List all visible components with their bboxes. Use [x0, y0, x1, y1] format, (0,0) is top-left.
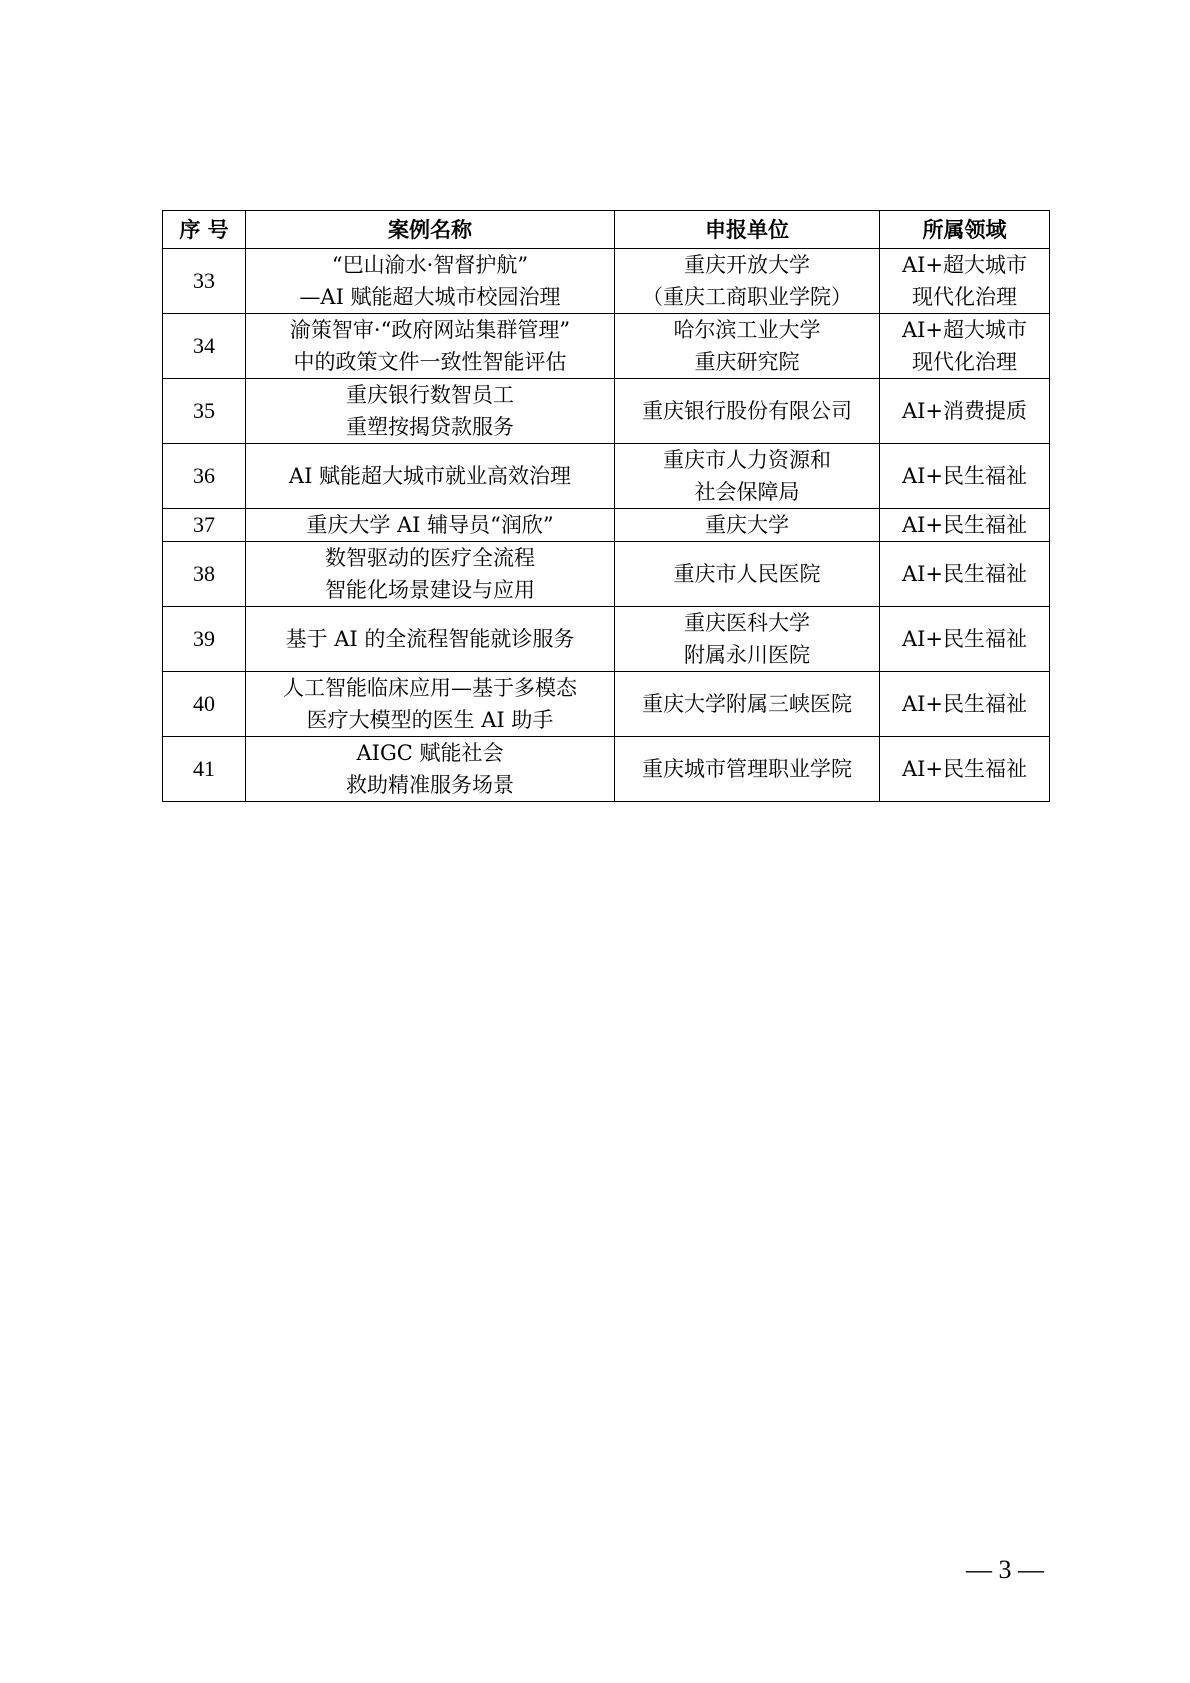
- cell-case-name-line: “巴山渝水·智督护航”: [331, 253, 529, 277]
- table-row: [163, 737, 1050, 802]
- cell-case-name: [246, 314, 615, 379]
- cell-case-name: [246, 444, 615, 509]
- cell-case-name: [246, 607, 615, 672]
- cell-field-line: 现代化治理: [912, 350, 1017, 374]
- cell-case-name-line: 救助精准服务场景: [346, 773, 514, 797]
- cell-field: [880, 737, 1050, 802]
- cell-applicant-unit: [615, 379, 880, 444]
- cell-field-line: AI+民生福祉: [901, 513, 1028, 537]
- cell-case-name: [246, 509, 615, 542]
- cell-applicant-unit-line: 哈尔滨工业大学: [673, 318, 821, 342]
- cell-case-name-line: 重塑按揭贷款服务: [346, 415, 514, 439]
- cell-field-line: AI+超大城市: [901, 318, 1028, 342]
- cell-case-name-line: AI 赋能超大城市就业高效治理: [288, 464, 572, 488]
- header-field: 所属领域: [880, 211, 1050, 249]
- cell-case-name-line: 医疗大模型的医生 AI 助手: [306, 708, 554, 732]
- cell-case-name-line: AIGC 赋能社会: [356, 741, 504, 765]
- cell-field: [880, 314, 1050, 379]
- cell-case-name-line: 数智驱动的医疗全流程: [325, 546, 535, 570]
- cell-serial-number: 37: [163, 509, 246, 542]
- cell-field: [880, 607, 1050, 672]
- cell-serial-number: 35: [163, 379, 246, 444]
- cell-field-line: AI+消费提质: [901, 399, 1028, 423]
- table-row: [163, 509, 1050, 542]
- cell-applicant-unit: [615, 672, 880, 737]
- cell-applicant-unit-line: 重庆城市管理职业学院: [642, 757, 852, 781]
- cell-field-line: AI+民生福祉: [901, 757, 1028, 781]
- cell-applicant-unit: [615, 509, 880, 542]
- cell-field-line: AI+民生福祉: [901, 627, 1028, 651]
- cell-serial-number: 34: [163, 314, 246, 379]
- cell-applicant-unit-line: 重庆银行股份有限公司: [642, 399, 852, 423]
- table-row: [163, 542, 1050, 607]
- cases-table: [162, 210, 1050, 802]
- page-number: — 3 —: [966, 1555, 1044, 1584]
- cell-serial-number: 36: [163, 444, 246, 509]
- cell-case-name-line: 渝策智审·“政府网站集群管理”: [289, 318, 571, 342]
- table-row: [163, 379, 1050, 444]
- cell-applicant-unit-line: 社会保障局: [694, 480, 800, 504]
- table-row: [163, 249, 1050, 314]
- cell-case-name: [246, 737, 615, 802]
- header-case-name: 案例名称: [246, 211, 615, 249]
- cell-field-line: AI+民生福祉: [901, 562, 1028, 586]
- table-body: [163, 249, 1050, 802]
- cell-case-name: [246, 249, 615, 314]
- cell-applicant-unit-line: 附属永川医院: [684, 643, 810, 667]
- cell-applicant-unit: [615, 249, 880, 314]
- cell-case-name: [246, 379, 615, 444]
- cell-field: [880, 509, 1050, 542]
- cell-applicant-unit: [615, 542, 880, 607]
- table-row: [163, 444, 1050, 509]
- cell-applicant-unit: [615, 607, 880, 672]
- cell-case-name: [246, 672, 615, 737]
- cell-serial-number: 38: [163, 542, 246, 607]
- cell-field-line: AI+超大城市: [901, 253, 1028, 277]
- cell-case-name: [246, 542, 615, 607]
- cell-case-name-line: 基于 AI 的全流程智能就诊服务: [285, 627, 575, 651]
- cell-applicant-unit-line: 重庆医科大学: [684, 611, 810, 635]
- cell-field: [880, 249, 1050, 314]
- header-serial-number: 序 号: [163, 211, 246, 249]
- cell-field-line: AI+民生福祉: [901, 464, 1028, 488]
- cell-case-name-line: 中的政策文件一致性智能评估: [293, 350, 567, 374]
- cell-applicant-unit-line: 重庆大学: [705, 513, 789, 537]
- cell-applicant-unit-line: 重庆开放大学: [684, 253, 810, 277]
- cell-field-line: AI+民生福祉: [901, 692, 1028, 716]
- cell-serial-number: 40: [163, 672, 246, 737]
- cell-applicant-unit: [615, 314, 880, 379]
- cell-field: [880, 444, 1050, 509]
- cell-serial-number: 41: [163, 737, 246, 802]
- cell-field: [880, 379, 1050, 444]
- table-row: [163, 607, 1050, 672]
- cell-case-name-line: 重庆大学 AI 辅导员“润欣”: [306, 513, 554, 537]
- cell-applicant-unit-line: 重庆市人民医院: [673, 562, 821, 586]
- cell-field: [880, 672, 1050, 737]
- cell-serial-number: 33: [163, 249, 246, 314]
- header-applicant-unit: 申报单位: [615, 211, 880, 249]
- table-row: [163, 314, 1050, 379]
- cell-applicant-unit: [615, 444, 880, 509]
- cell-applicant-unit-line: 重庆市人力资源和: [663, 448, 831, 472]
- cell-applicant-unit-line: 重庆大学附属三峡医院: [642, 692, 852, 716]
- cell-case-name-line: 智能化场景建设与应用: [325, 578, 535, 602]
- table-header-row: [163, 211, 1050, 249]
- cell-applicant-unit: [615, 737, 880, 802]
- cell-case-name-line: 人工智能临床应用—基于多模态: [283, 676, 577, 700]
- cell-applicant-unit-line: （重庆工商职业学院）: [642, 285, 852, 309]
- cell-field-line: 现代化治理: [912, 285, 1017, 309]
- cell-serial-number: 39: [163, 607, 246, 672]
- cell-case-name-line: —AI 赋能超大城市校园治理: [299, 285, 561, 309]
- cell-field: [880, 542, 1050, 607]
- table-row: [163, 672, 1050, 737]
- cell-case-name-line: 重庆银行数智员工: [346, 383, 514, 407]
- cell-applicant-unit-line: 重庆研究院: [694, 350, 800, 374]
